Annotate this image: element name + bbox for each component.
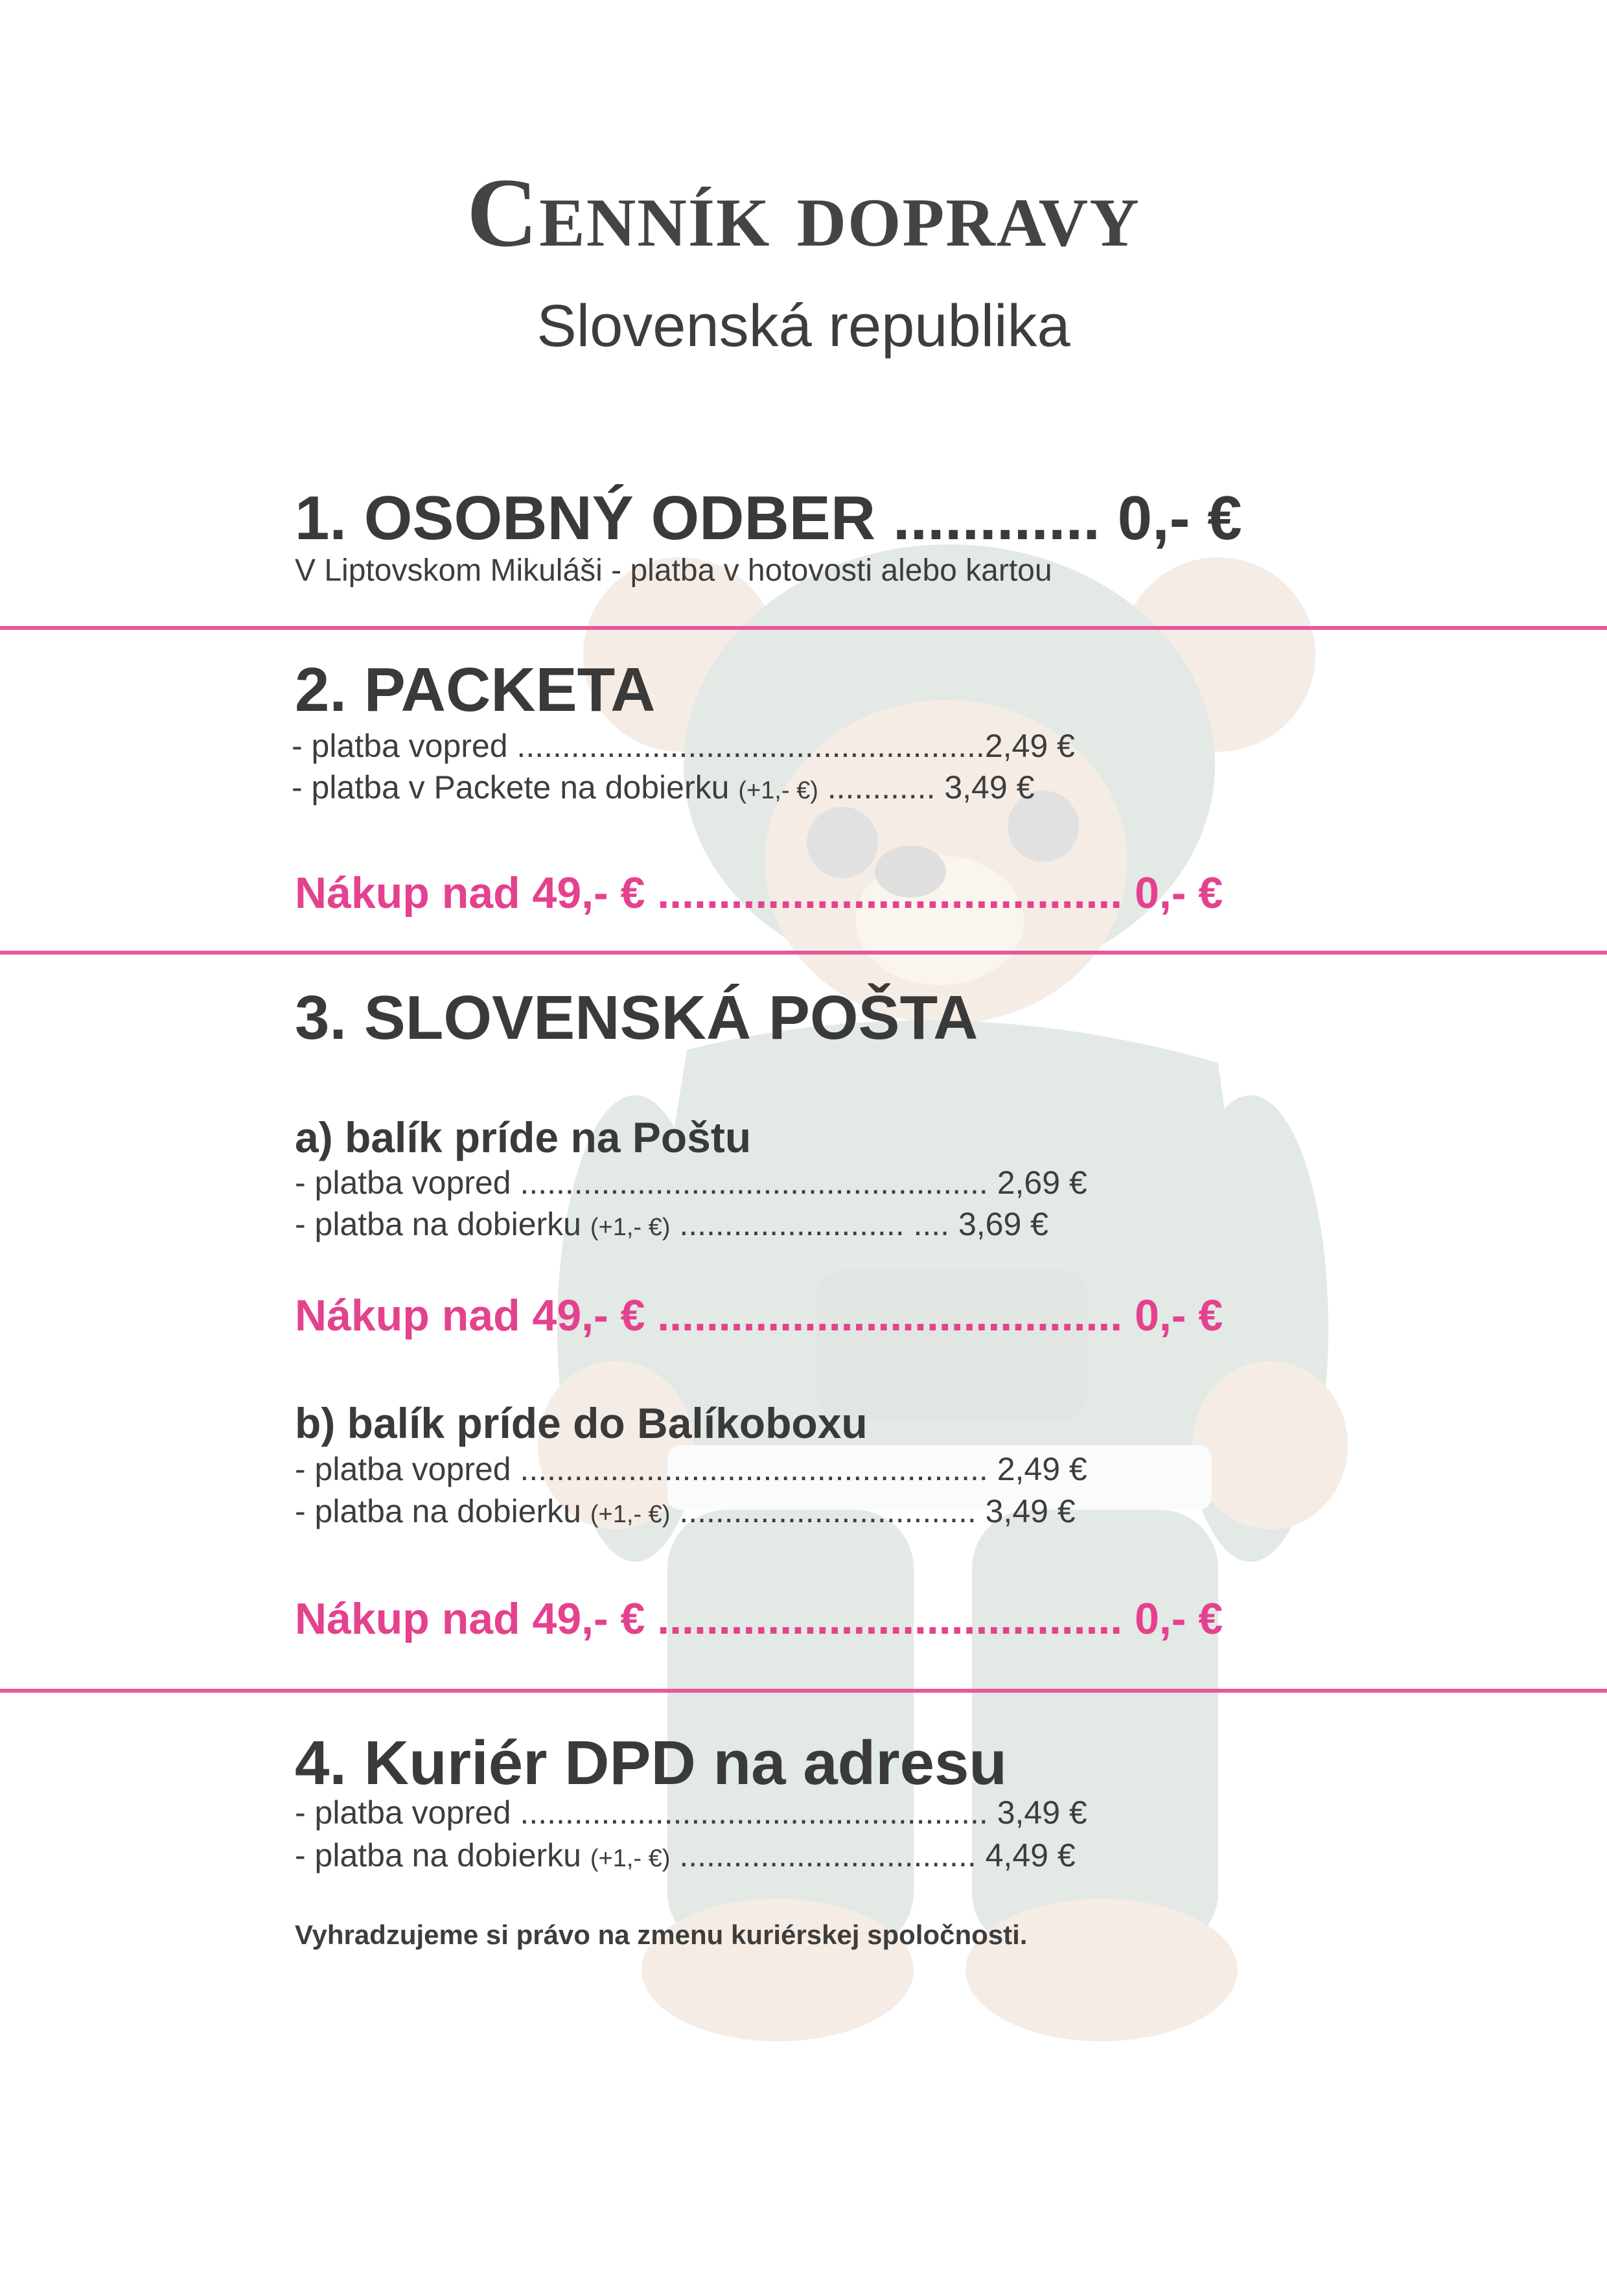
section-divider xyxy=(0,626,1607,630)
section-2-heading: 2. PACKETA xyxy=(295,655,656,725)
posta-b-cod-surcharge: (+1,- €) xyxy=(590,1501,671,1528)
dpd-cod-row xyxy=(295,1835,1076,1879)
dpd-cod-label: - platba na dobierku xyxy=(295,1837,581,1873)
section-3-heading: 3. SLOVENSKÁ POŠTA xyxy=(295,983,978,1052)
posta-a-cod-row xyxy=(295,1204,1048,1247)
section-1-note: V Liptovskom Mikuláši - platba v hotovosti alebo kartou xyxy=(295,553,1052,588)
dpd-cod-price: ................................. 4,49 € xyxy=(670,1837,1076,1873)
dpd-prepaid-row: - platba vopred .................................................... 3,49 € xyxy=(295,1794,1087,1831)
page-subtitle: Slovenská republika xyxy=(537,293,1070,359)
posta-b-free-shipping: Nákup nad 49,- € ...................................... 0,- € xyxy=(295,1594,1223,1643)
posta-a-cod-label: - platba na dobierku xyxy=(295,1206,581,1242)
section-4-heading: 4. Kuriér DPD na adresu xyxy=(295,1728,1008,1798)
packeta-cod-label: - platba v Packete na dobierku xyxy=(292,769,730,806)
packeta-cod-row xyxy=(292,767,1034,811)
posta-a-free-shipping: Nákup nad 49,- € ...................................... 0,- € xyxy=(295,1291,1223,1340)
page-title: Cenník dopravy xyxy=(467,158,1140,267)
section-divider xyxy=(0,951,1607,955)
section-1-heading: 1. OSOBNÝ ODBER ............ 0,- € xyxy=(295,483,1242,553)
posta-b-cod-row xyxy=(295,1491,1076,1535)
packeta-free-shipping: Nákup nad 49,- € ...................................... 0,- € xyxy=(295,868,1223,918)
posta-b-cod-price: ................................. 3,49 € xyxy=(670,1493,1076,1529)
posta-a-cod-surcharge: (+1,- €) xyxy=(590,1214,671,1241)
packeta-cod-price: ............ 3,49 € xyxy=(818,769,1035,806)
posta-b-prepaid-row: - platba vopred .................................................... 2,49 € xyxy=(295,1451,1087,1487)
posta-b-heading: b) balík príde do Balíkoboxu xyxy=(295,1399,868,1447)
packeta-prepaid-row xyxy=(292,726,1075,766)
section-divider xyxy=(0,1689,1607,1693)
posta-a-cod-price: ......................... .... 3,69 € xyxy=(670,1206,1048,1242)
packeta-prepaid-label: - platba vopred .................................................... xyxy=(292,728,985,764)
packeta-cod-surcharge: (+1,- €) xyxy=(738,777,818,804)
packeta-prepaid-price: 2,49 € xyxy=(984,728,1075,764)
posta-b-cod-label: - platba na dobierku xyxy=(295,1493,581,1529)
dpd-cod-surcharge: (+1,- €) xyxy=(590,1845,671,1872)
posta-a-prepaid-row: - platba vopred .................................................... 2,69 € xyxy=(295,1165,1087,1201)
footer-disclaimer: Vyhradzujeme si právo na zmenu kuriérskej spoločnosti. xyxy=(295,1919,1028,1950)
posta-a-heading: a) balík príde na Poštu xyxy=(295,1113,752,1161)
